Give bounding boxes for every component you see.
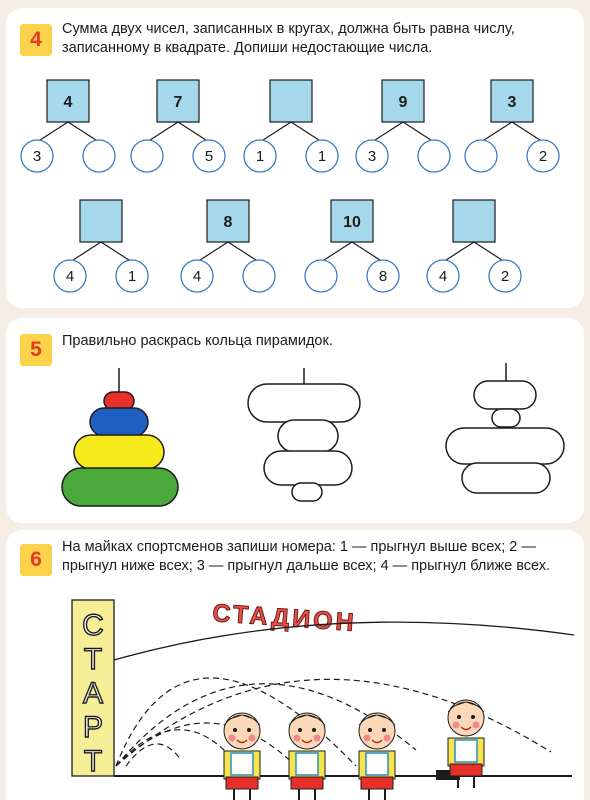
task-number-badge: 5 <box>20 334 52 366</box>
pyramid-toy-icon <box>62 368 178 506</box>
ring[interactable] <box>474 381 536 409</box>
start-letter: Т <box>83 643 103 676</box>
pyramid-outline-2[interactable] <box>248 368 360 501</box>
start-letter: Т <box>83 745 103 778</box>
task-4-panel <box>6 8 584 308</box>
addend-value: 4 <box>438 268 448 285</box>
start-letter: А <box>82 677 104 710</box>
athlete-icon <box>289 713 325 800</box>
number-bond <box>181 200 275 292</box>
addend-value: 1 <box>255 148 265 165</box>
addend-value: 4 <box>192 268 202 285</box>
addend-value: 1 <box>317 148 327 165</box>
ring-second <box>90 408 148 436</box>
addend-value: 2 <box>538 148 548 165</box>
ring[interactable] <box>248 384 360 422</box>
ring[interactable] <box>278 420 338 452</box>
task-number-badge: 4 <box>20 24 52 56</box>
addend-circle[interactable] <box>465 140 497 172</box>
pyramids-area <box>6 318 584 523</box>
task-instruction: Сумма двух чисел, записанных в кругах, должна быть равна числу, записанному в квадрате. Допиши недостающие числа. <box>62 21 515 56</box>
addend-value: 8 <box>378 268 388 285</box>
addend-value: 4 <box>65 268 75 285</box>
ring-bottom <box>62 468 178 506</box>
stadium-title: СТАДИОН <box>211 599 358 638</box>
start-letter: С <box>82 609 104 642</box>
sum-value: 7 <box>173 94 183 111</box>
task-5-panel <box>6 318 584 523</box>
addend-circle[interactable] <box>243 260 275 292</box>
addend-value: 3 <box>32 148 42 165</box>
addend-circle[interactable] <box>83 140 115 172</box>
ring[interactable] <box>446 428 564 464</box>
ring[interactable] <box>264 451 352 485</box>
shirt-number-box[interactable] <box>366 753 388 775</box>
shirt-number-box[interactable] <box>296 753 318 775</box>
addend-circle[interactable] <box>418 140 450 172</box>
shirt-number-box[interactable] <box>455 740 477 762</box>
addend-value: 1 <box>127 268 137 285</box>
sum-square[interactable] <box>270 80 312 122</box>
sum-value: 10 <box>343 214 361 231</box>
number-bond <box>356 80 450 172</box>
sum-value: 9 <box>398 94 408 111</box>
addend-value: 2 <box>500 268 510 285</box>
number-bond <box>131 80 225 172</box>
number-bond <box>244 80 338 172</box>
ring-third <box>74 435 164 469</box>
athlete-icon <box>359 713 395 800</box>
task-instruction: Правильно раскрась кольца пирамидок. <box>62 333 333 349</box>
addend-value: 3 <box>367 148 377 165</box>
athlete-icon <box>448 700 484 788</box>
sum-value: 8 <box>223 214 233 231</box>
addend-value: 5 <box>204 148 214 165</box>
shirt-number-box[interactable] <box>231 753 253 775</box>
start-post-icon <box>72 600 114 778</box>
number-bond <box>465 80 559 172</box>
task-number-badge: 6 <box>20 544 52 576</box>
task-instruction: На майках спортсменов запиши номера: 1 — прыгнул выше всех; 2 — прыгнул ниже всех; 3 — прыгнул дальше всех; 4 — прыгнул ближе всех. <box>62 539 551 574</box>
sum-value: 4 <box>63 94 73 111</box>
addend-circle[interactable] <box>131 140 163 172</box>
number-bond <box>427 200 521 292</box>
number-bonds-area <box>6 8 584 308</box>
start-letter: Р <box>82 711 104 744</box>
jump-trajectories <box>116 678 551 766</box>
pyramid-outline-3[interactable] <box>446 363 564 493</box>
ring[interactable] <box>462 463 550 493</box>
number-bond <box>21 80 115 172</box>
athlete-icon <box>224 713 260 800</box>
task-6-panel <box>6 530 584 800</box>
number-bond <box>305 200 399 292</box>
ring[interactable] <box>292 483 322 501</box>
sum-square[interactable] <box>453 200 495 242</box>
sum-square[interactable] <box>80 200 122 242</box>
stadium-illustration <box>6 530 584 800</box>
number-bond <box>54 200 148 292</box>
ring[interactable] <box>492 409 520 427</box>
addend-circle[interactable] <box>305 260 337 292</box>
sum-value: 3 <box>507 94 517 111</box>
